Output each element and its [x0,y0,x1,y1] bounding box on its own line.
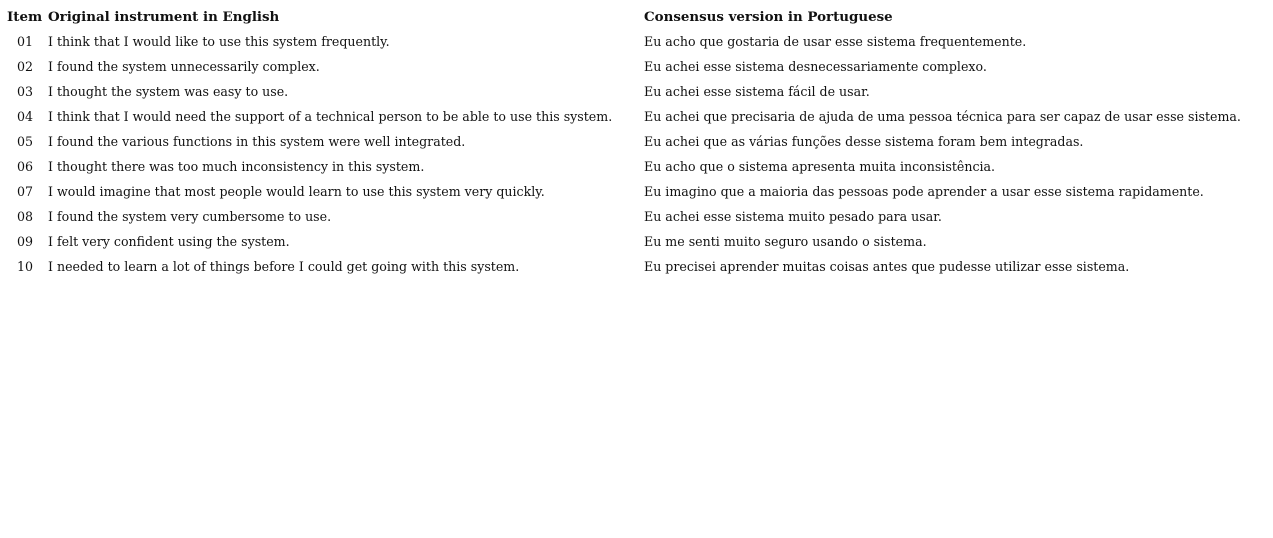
table-row [0,179,1273,204]
english-text: I felt very confident using the system. [48,234,290,249]
item-number: 03 [16,84,33,99]
item-number: 08 [16,209,33,224]
table-row [0,54,1273,79]
english-text: I think that I would like to use this system frequently. [48,34,390,49]
item-number: 05 [16,134,33,149]
translation-table [0,4,1273,279]
table-row [0,79,1273,104]
table-row [0,204,1273,229]
portuguese-text: Eu achei que as várias funções desse sistema foram bem integradas. [644,134,1084,149]
item-number: 02 [16,59,33,74]
item-number: 10 [16,259,33,274]
translation-table-container [0,4,1273,279]
english-text: I found the various functions in this system were well integrated. [48,134,466,149]
english-text: I found the system very cumbersome to use. [48,209,332,224]
column-header-item: Item [7,8,43,25]
portuguese-text: Eu achei esse sistema muito pesado para usar. [644,209,942,224]
table-row [0,229,1273,254]
item-number: 09 [16,234,33,249]
portuguese-text: Eu precisei aprender muitas coisas antes que pudesse utilizar esse sistema. [644,259,1130,274]
english-text: I would imagine that most people would learn to use this system very quickly. [48,184,545,199]
english-text: I thought the system was easy to use. [48,84,289,99]
table-body [0,29,1273,279]
english-text: I needed to learn a lot of things before I could get going with this system. [48,259,520,274]
column-header-english: Original instrument in English [48,8,280,25]
table-row [0,129,1273,154]
table-row [0,29,1273,54]
item-number: 06 [16,159,33,174]
portuguese-text: Eu achei esse sistema desnecessariamente complexo. [644,59,987,74]
portuguese-text: Eu imagino que a maioria das pessoas pode aprender a usar esse sistema rapidamente. [644,184,1204,199]
english-text: I think that I would need the support of a technical person to be able to use this system. [48,109,613,124]
table-row [0,104,1273,129]
column-header-portuguese: Consensus version in Portuguese [644,8,893,25]
portuguese-text: Eu achei esse sistema fácil de usar. [644,84,870,99]
table-header-row [0,4,1273,29]
item-number: 07 [16,184,33,199]
table-row [0,154,1273,179]
portuguese-text: Eu achei que precisaria de ajuda de uma pessoa técnica para ser capaz de usar esse sistema. [644,109,1241,124]
table-row [0,254,1273,279]
english-text: I found the system unnecessarily complex. [48,59,320,74]
portuguese-text: Eu acho que gostaria de usar esse sistema frequentemente. [644,34,1027,49]
portuguese-text: Eu acho que o sistema apresenta muita inconsistência. [644,159,996,174]
portuguese-text: Eu me senti muito seguro usando o sistema. [644,234,927,249]
english-text: I thought there was too much inconsistency in this system. [48,159,425,174]
item-number: 01 [16,34,33,49]
item-number: 04 [16,109,33,124]
